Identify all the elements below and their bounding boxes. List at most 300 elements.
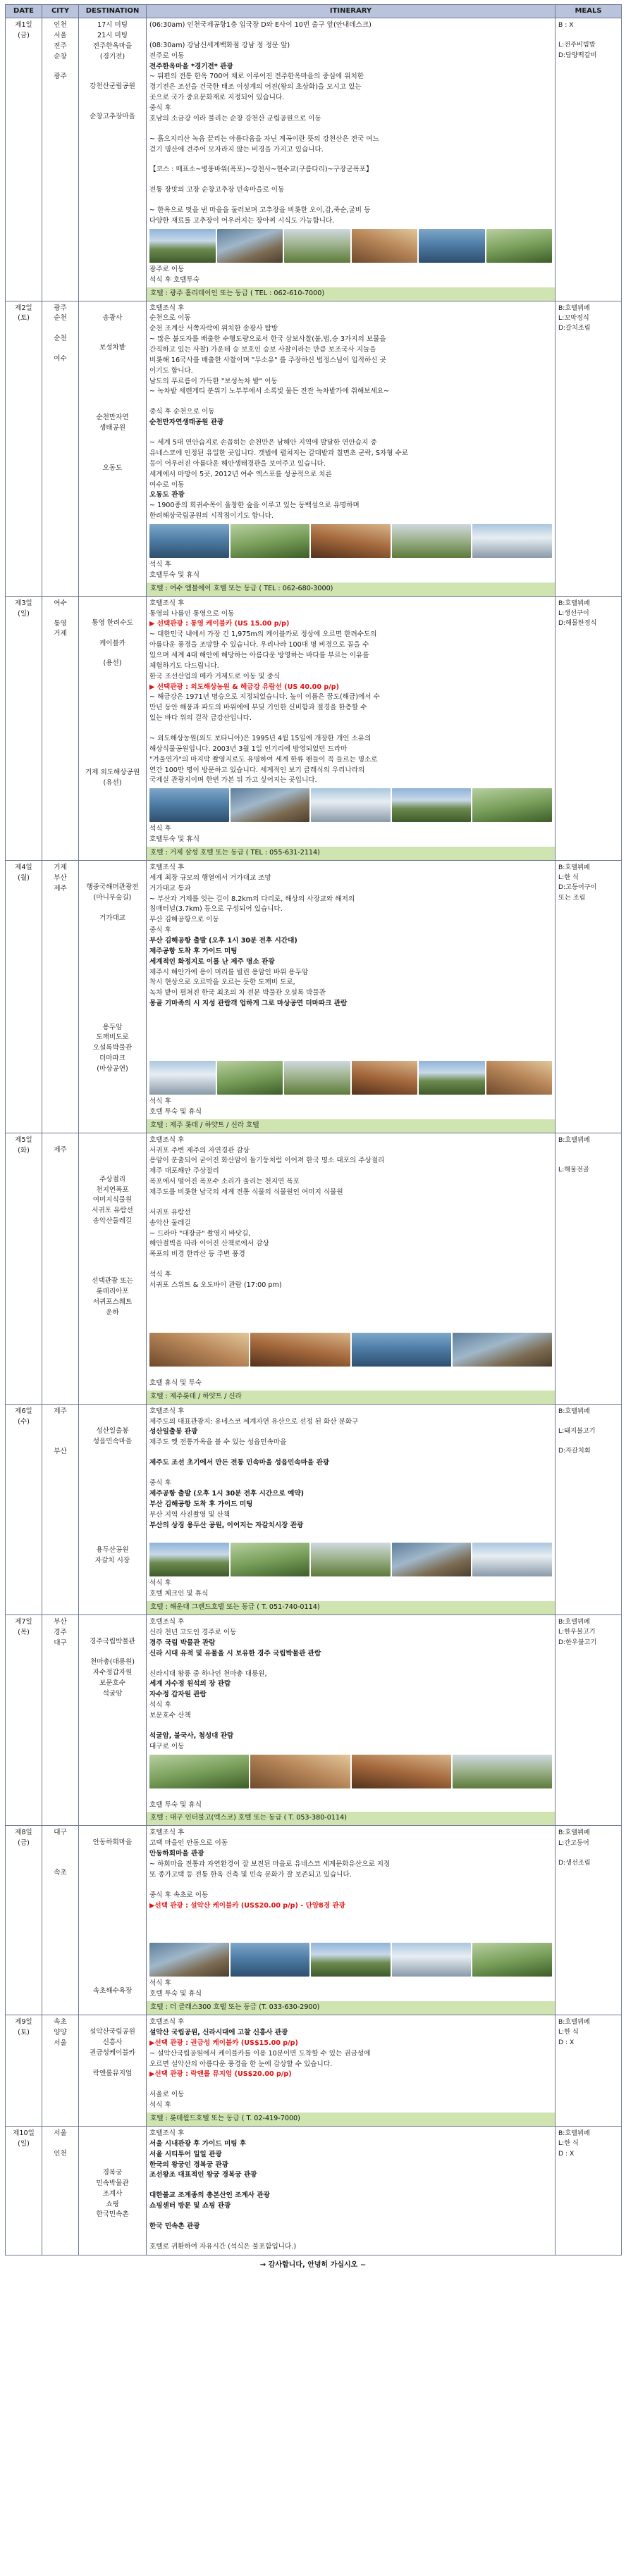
photo-image — [149, 1943, 229, 1977]
photo-image — [392, 1543, 472, 1576]
destination-name — [82, 679, 143, 689]
itinerary-line: 순천만자연생태공원 관광 — [149, 418, 224, 427]
destination-name — [82, 944, 143, 954]
itinerary-line: 호텔 체크인 및 휴식 — [149, 1590, 209, 1598]
itinerary-line: 조선왕조 대표적인 왕궁 경복궁 관광 — [149, 2171, 257, 2179]
photo-image — [472, 1543, 552, 1576]
itinerary-line: 폭포에서 떨어진 폭포수 소리가 울리는 천지연 폭포 — [149, 1178, 300, 1186]
itinerary-line: 성산일출봉 관광 — [149, 1428, 198, 1436]
destination-name: 자수정갑자원 — [92, 1668, 133, 1676]
photo-image — [250, 1333, 350, 1367]
itinerary-line: 쇼핑센터 방문 및 쇼핑 관광 — [149, 2202, 231, 2210]
itinerary-line: 폭포의 비경 한라산 등 주변 풍경 — [149, 1250, 245, 1259]
meal-entry: L:전주비빔밥 — [558, 41, 596, 49]
destination-name — [82, 454, 143, 463]
day-number: 제4일 — [15, 863, 32, 871]
destination-name — [82, 728, 143, 738]
destination-name — [82, 1155, 143, 1165]
meal-entry: B:호텔뷔페 — [558, 599, 590, 607]
photo-image — [250, 1755, 350, 1788]
destination-name — [82, 1013, 143, 1023]
hotel-info: 호텔 : 제주롯데 / 하얏트 / 신라 — [147, 1390, 555, 1404]
itinerary-line: 녹차 밭이 펼쳐진 한국 최초의 차 전문 박물관 오설록 박물관 — [149, 989, 326, 997]
city-name: 여수 — [54, 355, 67, 363]
itinerary-line — [149, 1260, 552, 1270]
day-number: 제7일 — [15, 1618, 32, 1626]
day-of-week: (토) — [18, 2028, 30, 2036]
destination-name — [82, 1908, 143, 1917]
itinerary-line — [149, 1311, 552, 1321]
itinerary-line: 해상식물공원입니다. 2003년 3월 1일 인기리에 방영되었던 드라마 — [149, 745, 348, 753]
itinerary-line: 한국의 왕궁인 경복궁 관광 — [149, 2160, 228, 2169]
destination-name: 21시 미팅 — [97, 31, 128, 39]
meal-entry — [558, 30, 618, 40]
destination-name — [82, 1627, 143, 1637]
city-name — [45, 2139, 75, 2149]
destination-name: (유선) — [103, 779, 122, 788]
day-of-week: (토) — [18, 314, 30, 323]
meal-entry: D:담양떡갈비 — [558, 51, 597, 59]
meal-entry: L:꼬막정식 — [558, 313, 589, 322]
destination-name — [82, 1145, 143, 1155]
destination-name: 거제 외도해상공원 — [85, 769, 140, 777]
hotel-info: 호텔 : 롯데월드호텔 또는 동급 ( T. 02-419-7000) — [147, 2113, 555, 2126]
itinerary-cell — [147, 301, 556, 596]
itinerary-line: 한려해상국립공원의 시작점이기도 합니다. — [149, 512, 274, 521]
destination-name: 서귀포스웨트 — [92, 1298, 133, 1306]
itinerary-line: 보문호수 산책 — [149, 1711, 191, 1719]
meals-cell — [556, 1404, 622, 1614]
destination-name — [82, 718, 143, 728]
destination-name — [82, 1828, 143, 1838]
photo-image — [419, 1061, 485, 1095]
destination-name: (마상공연) — [97, 1065, 128, 1073]
itinerary-line: 신라시대 왕릉 중 하나인 천마총 대릉원, — [149, 1669, 267, 1678]
itinerary-line: 석식 후 — [149, 1579, 171, 1588]
itinerary-line: 석식 후 호텔투숙 — [149, 275, 200, 284]
photo-image — [311, 524, 391, 558]
itinerary-line: 오르면 설악산의 아름다운 풍경을 한 눈에 감상할 수 있습니다. — [149, 2060, 333, 2068]
meal-entry — [558, 1848, 618, 1858]
destination-name: 행중국해머관광전 — [86, 883, 139, 891]
destination-name: 속초해수욕장 — [92, 1987, 133, 1996]
itinerary-line — [149, 1911, 552, 1921]
itinerary-line: "겨울연가"의 마지막 촬영지로도 유명하여 세계 한류 팬들이 꼭 들르는 명소로 — [149, 755, 378, 764]
destination-name — [82, 1977, 143, 1986]
itinerary-line: ~ 많은 불도자를 배출한 수행도량으로서 한국 삼보사찰(불,법,승 3가지의 보물을 — [149, 335, 386, 344]
itinerary-line: 오동도 관광 — [149, 491, 185, 499]
itinerary-line: 설악산 국립공원, 신라시대에 고찰 신흥사 관광 — [149, 2028, 288, 2036]
photo-image — [231, 524, 310, 558]
itinerary-line: 서귀포 유람선 — [149, 1208, 191, 1217]
destination-name — [82, 934, 143, 944]
destination-name — [82, 2158, 143, 2168]
itinerary-line: ~ 대한민국 내에서 가장 긴 1,975m의 케이블카로 정상에 오르면 한려수도의 — [149, 630, 377, 639]
itinerary-line — [149, 2212, 552, 2222]
destination-name: 자갈치 시장 — [94, 1557, 130, 1565]
photo-strip — [149, 1543, 552, 1576]
destination-name — [82, 954, 143, 964]
itinerary-line: 여수로 이동 — [149, 480, 185, 489]
destination-name: 조계사 — [102, 2189, 123, 2198]
destination-name: 보성차밭 — [99, 344, 126, 352]
photo-image — [472, 524, 552, 558]
destination-name — [82, 1888, 143, 1898]
itinerary-line: 호텔조식 후 — [149, 599, 185, 607]
city-name: 서울 — [54, 31, 67, 39]
day-number: 제5일 — [15, 1135, 32, 1144]
day-number: 제2일 — [15, 304, 32, 312]
city-name — [45, 609, 75, 619]
destination-name: 순천만자연 — [96, 413, 129, 422]
destination-name — [82, 1858, 143, 1868]
itinerary-line: ~ 흙으지리산 녹음 끝리는 아름다움을 자닌 계곡이란 뜻의 강천산은 전국 여느 — [149, 135, 379, 143]
itinerary-line: 호텔조식 후 — [149, 1618, 185, 1626]
destination-name — [82, 924, 143, 934]
city-name: 순창 — [54, 52, 67, 61]
destination-name: 천마총(대릉원) — [90, 1657, 135, 1666]
itinerary-line: 한국 조선산업의 메카 거제도로 이동 및 중식 — [149, 672, 281, 680]
photo-strip — [149, 524, 552, 558]
day-row — [6, 2127, 622, 2255]
itinerary-line: 순천 조계산 서쪽자락에 위치한 송광사 탐방 — [149, 325, 278, 333]
itinerary-line — [149, 1198, 552, 1208]
itinerary-line — [149, 2232, 552, 2242]
destination-name: 성산일출봉 — [96, 1426, 129, 1435]
itinerary-line: 제주공항 도착 후 가이드 미팅 — [149, 947, 238, 955]
city-cell — [42, 1133, 79, 1404]
itinerary-document — [5, 4, 621, 2275]
destination-name: 석굴암 — [102, 1689, 123, 1698]
itinerary-line: 중식 후 — [149, 926, 171, 935]
city-name: 순천 — [54, 335, 67, 343]
itinerary-line: ~ 해금강은 1971년 명승으로 지정되었습니다. 높이 이름은 꿈도(해금)에서 수 — [149, 693, 380, 702]
destination-name: 롯데리아포 — [96, 1287, 129, 1295]
itinerary-line: 호텔투숙 및 휴식 — [149, 571, 200, 579]
meal-entry: D:갈치조림 — [558, 324, 591, 332]
destination-name — [82, 1467, 143, 1476]
city-name: 광주 — [54, 73, 67, 81]
destination-name: 보문호수 — [99, 1679, 126, 1687]
destination-name — [82, 709, 143, 718]
itinerary-line — [149, 1931, 552, 1941]
itinerary-line: 대구로 이동 — [149, 1742, 185, 1750]
destination-name: 용두산공원 — [96, 1546, 129, 1555]
destination-name — [82, 1506, 143, 1516]
itinerary-line: 호텔로 귀환하여 자유시간 (석식은 불포함입니다.) — [149, 2242, 297, 2251]
itinerary-line: 있는 바다 위의 걸작 금강산입니다. — [149, 714, 252, 723]
destination-cell — [79, 2127, 147, 2255]
itinerary-line: 경주 국립 박물관 관람 — [149, 1638, 216, 1647]
itinerary-line: 거가대교 통과 — [149, 884, 191, 892]
itinerary-line: 부산의 상징 용두산 공원, 이어지는 자갈치시장 관광 — [149, 1521, 304, 1529]
meal-entry: L:생선구이 — [558, 609, 589, 617]
itinerary-line: 세계 자수정 원석의 장 관람 — [149, 1680, 231, 1688]
itinerary-line: ~ 1900종의 희귀수목이 울창한 숲을 이루고 있는 동백섬으로 유명하며 — [149, 502, 360, 510]
destination-name: 쇼핑 — [106, 2200, 119, 2208]
photo-strip — [149, 1755, 552, 1788]
destination-name: 주상절리 — [99, 1175, 126, 1183]
destination-name — [82, 973, 143, 983]
itinerary-line: 석식 후 — [149, 1979, 171, 1988]
itinerary-line: 만년 동안 해풍과 파도의 바위에에 부딪 기인한 신비함과 절경을 한층할 수 — [149, 704, 367, 712]
meals-cell — [556, 1826, 622, 2015]
itinerary-line: 부산 김해공항 출발 (오후 1시 30분 전후 시간대) — [149, 937, 297, 945]
meals-cell — [556, 1133, 622, 1404]
date-cell — [6, 301, 42, 596]
itinerary-line: 세계에서 마망이 5곳, 2012년 여수 엑스포를 성공적으로 치른 — [149, 470, 332, 478]
meals-cell — [556, 301, 622, 596]
destination-name: 도깨비도로 — [96, 1033, 129, 1042]
itinerary-line: ~ 드라마 "대장금" 촬영지 바닷길, — [149, 1229, 251, 1238]
destination-name: 경복궁 — [102, 2169, 123, 2177]
destination-name — [82, 669, 143, 679]
destination-name — [82, 1516, 143, 1526]
itinerary-line: 호텔 휴식 및 투숙 — [149, 1379, 202, 1387]
city-cell — [42, 1615, 79, 1826]
destination-name: 송악산둘레길 — [92, 1217, 133, 1226]
itinerary-line: 안동하회마을 관광 — [149, 1850, 204, 1858]
itinerary-line — [149, 1009, 552, 1019]
destination-name — [82, 904, 143, 914]
photo-image — [352, 1755, 451, 1788]
city-name — [45, 324, 75, 334]
itinerary-line: 국제실 관광지이며 한번 가본 뒤 가고 싶어지는 곳입니다. — [149, 776, 317, 785]
date-cell — [6, 2015, 42, 2127]
hotel-info: 호텔 : 해운대 그랜드호텔 또는 동급 ( T. 051-740-0114) — [147, 1601, 555, 1614]
header-meals: MEALS — [556, 5, 622, 18]
date-cell — [6, 1404, 42, 1614]
header-destination: DESTINATION — [79, 5, 147, 18]
meals-cell — [556, 1615, 622, 1826]
destination-name — [82, 1848, 143, 1858]
itinerary-line: 중식 후 순천으로 이동 — [149, 408, 215, 416]
city-name: 경주 — [54, 1628, 67, 1636]
itinerary-line: ~ 설악산국립공원에서 케이블카를 이용 10분이면 도착할 수 있는 권금성에 — [149, 2049, 371, 2058]
photo-image — [472, 788, 552, 822]
itinerary-line: 부산 지역 사진촬영 및 산책 — [149, 1510, 231, 1519]
destination-name: 한국민속촌 — [96, 2210, 129, 2219]
city-name: 인천 — [54, 21, 67, 29]
photo-image — [149, 1061, 216, 1095]
destination-name: 오동도 — [102, 464, 123, 473]
itinerary-cell — [147, 2127, 556, 2255]
itinerary-line: 석식 후 — [149, 560, 171, 568]
itinerary-cell — [147, 860, 556, 1133]
destination-name — [82, 2129, 143, 2139]
destination-name — [82, 1457, 143, 1467]
itinerary-line — [149, 1660, 552, 1669]
destination-cell — [79, 1826, 147, 2015]
itinerary-line: 제주도 조선 초기에서 만든 전통 민속마을 성읍민속마을 관광 — [149, 1459, 330, 1467]
photo-image — [419, 229, 485, 263]
itinerary-line — [149, 1531, 552, 1541]
meal-entry: D : X — [558, 2038, 575, 2046]
itinerary-cell — [147, 1404, 556, 1614]
destination-name — [82, 444, 143, 454]
itinerary-line: 연간 100만 명이 방문하고 있습니다. 세계적인 보기 클래식의 우리나라의 — [149, 766, 365, 774]
destination-name — [82, 1135, 143, 1145]
itinerary-line: ▶ 선택관광 : 통영 케이블카 (US 15.00 p/p) — [149, 620, 290, 628]
day-number: 제10일 — [13, 2129, 35, 2137]
itinerary-line: 대한불교 조계종의 총본산인 조계사 관광 — [149, 2191, 270, 2200]
itinerary-line: 해안절벽을 따라 이어진 산책로에서 감상 — [149, 1240, 269, 1248]
city-name — [45, 1417, 75, 1427]
destination-name: 케이블카 — [99, 639, 126, 647]
itinerary-line: 제주도 옛 전통가옥을 볼 수 있는 성읍민속마을 — [149, 1438, 287, 1447]
destination-cell — [79, 1615, 147, 1826]
city-name — [45, 1427, 75, 1437]
destination-name — [82, 1967, 143, 1977]
photo-image — [392, 524, 472, 558]
day-number: 제3일 — [15, 599, 32, 607]
day-of-week: (화) — [18, 1146, 30, 1155]
meal-entry: B:호텔뷔페 — [558, 2129, 590, 2137]
date-cell — [6, 1826, 42, 2015]
meal-entry: L:해물전골 — [558, 1165, 589, 1174]
destination-name — [82, 1486, 143, 1496]
day-number: 제6일 — [15, 1407, 32, 1415]
itinerary-line: 제주 대포해안 주상절리 — [149, 1167, 219, 1176]
meal-entry: B:호텔뷔페 — [558, 863, 590, 871]
itinerary-line — [149, 1301, 552, 1311]
destination-name: 여미지식물원 — [92, 1196, 133, 1205]
itinerary-line — [149, 175, 552, 185]
destination-cell — [79, 18, 147, 301]
photo-image — [231, 788, 310, 822]
meals-cell — [556, 2127, 622, 2255]
destination-name — [82, 1165, 143, 1175]
destination-name — [82, 738, 143, 748]
header-city: CITY — [42, 5, 79, 18]
itinerary-line: ~ 세계 5대 연안습지로 손꼽히는 순천만은 남해안 지역에 발달한 연안습지 중 — [149, 439, 377, 447]
itinerary-line — [149, 1049, 552, 1059]
destination-name: 강천산군립공원 — [90, 82, 135, 91]
destination-name — [82, 1526, 143, 1536]
destination-name — [82, 1227, 143, 1237]
meal-entry: B:호텔뷔페 — [558, 2018, 590, 2027]
itinerary-line — [149, 1291, 552, 1301]
city-name: 통영 — [54, 619, 67, 628]
destination-name — [82, 873, 143, 883]
day-of-week: (금) — [18, 31, 30, 39]
photo-image — [472, 1943, 552, 1977]
meal-entry: L:한 식 — [558, 2028, 579, 2036]
itinerary-line: 몽골 기마족의 시 지성 관람객 업하게 그로 마상공연 더마파크 관람 — [149, 1000, 348, 1008]
day-of-week: (수) — [18, 1417, 30, 1426]
destination-name: (경기전) — [99, 52, 125, 61]
itinerary-line: 제주시 해안가에 용이 머리를 빌린 용암인 바위 용두암 — [149, 968, 309, 976]
destination-name — [82, 1407, 143, 1417]
itinerary-line: 순천으로 이동 — [149, 314, 191, 323]
itinerary-line: 호남의 소금강 이라 불리는 순창 강천산 군립공원으로 이동 — [149, 114, 321, 123]
destination-name — [82, 1476, 143, 1486]
meals-cell — [556, 18, 622, 301]
meal-entry: B:호텔뷔페 — [558, 1135, 590, 1144]
itinerary-line: 있으며 세계 4대 해안에 해당하는 아름다운 방영하는 바다를 부르는 이유를 — [149, 651, 369, 659]
itinerary-line — [149, 155, 552, 165]
destination-name: 전주한옥마을 — [92, 42, 133, 50]
itinerary-line: (08:30am) 강남신세계백화점 강남 정 정문 앞) — [149, 41, 290, 49]
destination-name — [82, 2148, 143, 2158]
destination-name: 17시 미팅 — [97, 21, 128, 29]
destination-name — [82, 1257, 143, 1267]
hotel-info: 호텔 : 제주 롯데 / 하얏트 / 신라 호텔 — [147, 1119, 555, 1133]
itinerary-line: 간직하고 있는 사찰) 가운데 승 보호인 승보 사찰이라는 만큼 보조국사 지눌을 — [149, 346, 376, 354]
itinerary-line: 중식 후 속초로 이동 — [149, 1891, 209, 1899]
city-name: 부산 — [54, 1447, 67, 1455]
itinerary-line: 경기전은 조선을 건국한 태조 이성계의 어진(왕의 초상화)을 모시고 있는 — [149, 83, 362, 92]
itinerary-line — [149, 397, 552, 407]
destination-name — [82, 609, 143, 618]
meal-entry: B:호텔뷔페 — [558, 1618, 590, 1626]
itinerary-line: 체험하기도 다드립니다. — [149, 661, 219, 670]
destination-name: 통영 한려수도 — [92, 618, 133, 627]
itinerary-line: ▶선택 관광 : 설악산 케이블카 (US$20.00 p/p) - 단양8경 관광 — [149, 1901, 345, 1910]
itinerary-cell — [147, 1615, 556, 1826]
city-cell — [42, 2015, 79, 2127]
closing-message: → 감사합니다, 안녕히 가십시오 ~ — [259, 2260, 367, 2269]
itinerary-line: 호텔투숙 및 휴식 — [149, 835, 200, 844]
destination-name: (용선) — [103, 659, 122, 668]
itinerary-line: 호텔 투숙 및 휴식 — [149, 1990, 202, 1998]
itinerary-line: 호텔조식 후 — [149, 2018, 185, 2027]
itinerary-cell — [147, 596, 556, 860]
destination-name — [82, 1898, 143, 1908]
destination-name — [82, 323, 143, 333]
itinerary-line: 곳으로 국가 중요문화재로 지정되어 있습니다. — [149, 94, 285, 102]
photo-strip — [149, 1943, 552, 1977]
photo-image — [352, 1061, 418, 1095]
destination-name: 용두암 — [102, 1023, 123, 1031]
itinerary-line: 제주공항 출발 (오후 1시 30분 전후 시간으로 예약) — [149, 1489, 304, 1498]
meals-cell — [556, 860, 622, 1133]
city-name: 서울 — [54, 2129, 67, 2137]
itinerary-line — [149, 1921, 552, 1931]
city-name: 거제 — [54, 863, 67, 871]
itinerary-line: ▶ 선택관광 : 외도해상농원 & 해금강 유람선 (US 40.00 p/p) — [149, 683, 339, 691]
itinerary-cell — [147, 1826, 556, 2015]
photo-image — [486, 1061, 553, 1095]
destination-name — [82, 363, 143, 373]
city-name: 전주 — [54, 42, 67, 50]
day-of-week: (일) — [18, 609, 30, 618]
date-cell — [6, 1615, 42, 1826]
city-name — [45, 1437, 75, 1447]
itinerary-line: 한국 민속촌 관광 — [149, 2222, 200, 2231]
itinerary-line: ~ 녹차밭 세렌게티 분위기 노부부에서 소록빛 물든 잔잔 녹차밭가에 취해보세요~ — [149, 387, 390, 396]
meal-entry: D:고등어구이 — [558, 883, 597, 892]
city-name — [45, 1135, 75, 1145]
city-name — [45, 62, 75, 72]
photo-image — [392, 1943, 472, 1977]
itinerary-line: 통영의 나름인 통영으로 이동 — [149, 609, 235, 618]
city-name: 제주 — [54, 1145, 67, 1154]
city-cell — [42, 596, 79, 860]
destination-name — [82, 1947, 143, 1957]
itinerary-line: 다양한 재료를 고추장이 어우러지는 장아찌 시식도 가능합니다. — [149, 217, 335, 225]
hotel-info: 호텔 : 더 클래스300 호텔 또는 동급 (T. 033-630-2900) — [147, 2001, 555, 2015]
meal-entry: D : X — [558, 2149, 575, 2158]
photo-image — [453, 1333, 552, 1367]
destination-name: 신흥사 — [102, 2038, 123, 2046]
itinerary-line: 전주한옥마을 *경기전* 관광 — [149, 62, 233, 70]
photo-strip — [149, 1333, 552, 1367]
city-cell — [42, 18, 79, 301]
itinerary-line: 서울 시티투어 일일 관광 — [149, 2150, 222, 2158]
meal-entry — [558, 1417, 618, 1426]
photo-strip — [149, 788, 552, 822]
